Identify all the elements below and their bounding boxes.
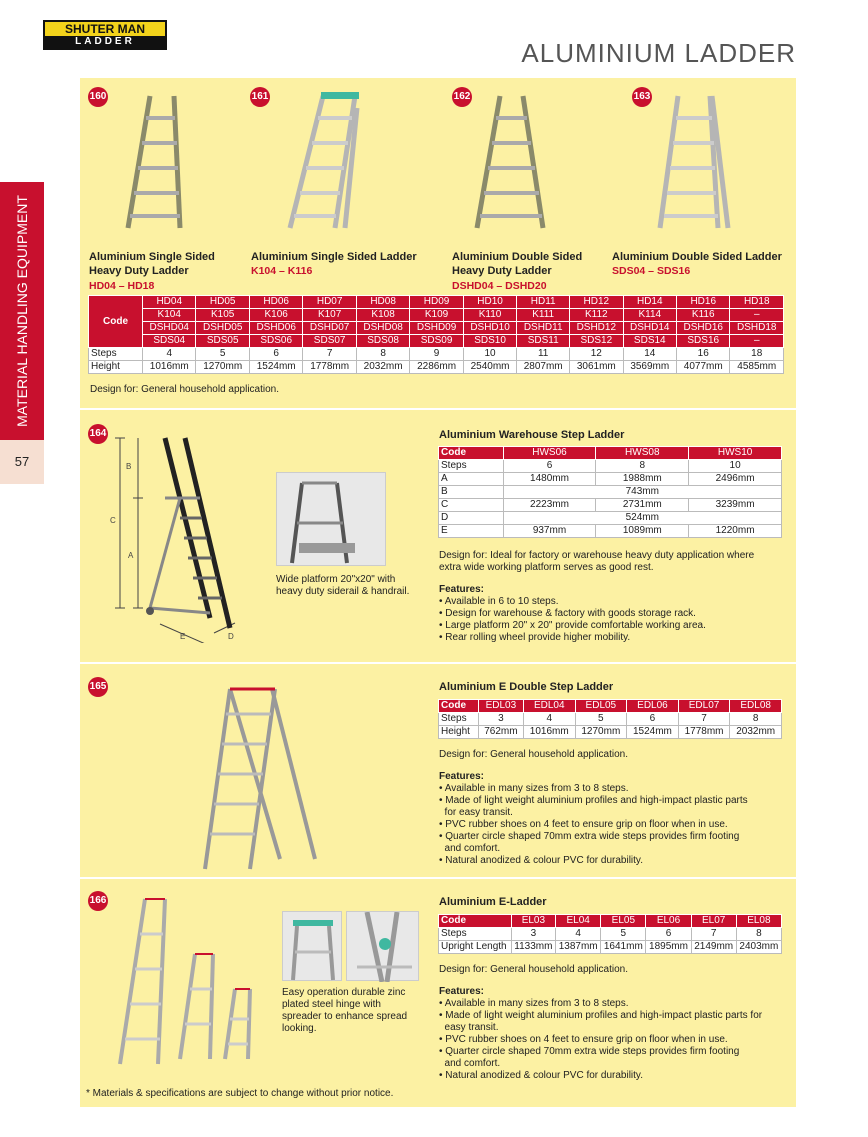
e-double-step-ladder-image: [200, 684, 320, 874]
dim-label-c: C: [110, 516, 116, 525]
table-cell: 1778mm: [303, 361, 356, 374]
table-cell: HD06: [249, 296, 302, 309]
table-cell: –: [730, 309, 784, 322]
table-row-header: Code: [89, 296, 143, 348]
table-column-header: EL07: [691, 915, 736, 928]
table-column-header: EL05: [601, 915, 646, 928]
table-cell: 7: [678, 713, 730, 726]
section-e-double-step: [80, 664, 796, 878]
table-cell: 8: [356, 348, 409, 361]
table-cell: SDS06: [249, 335, 302, 348]
page-title: ALUMINIUM LADDER: [521, 38, 796, 68]
item-badge: 162: [452, 87, 472, 107]
table-cell: 3569mm: [623, 361, 676, 374]
features-title: Features:: [439, 986, 485, 997]
table-cell: 5: [196, 348, 249, 361]
table-cell: 1387mm: [556, 941, 601, 954]
table-cell: DSHD07: [303, 322, 356, 335]
product-name: Aluminium Double Sided Heavy Duty Ladder: [452, 251, 583, 277]
table-row-header: A: [439, 473, 504, 486]
table-cell: 6: [249, 348, 302, 361]
hinge-photo-2: [346, 911, 419, 981]
features-list: [439, 596, 779, 644]
item-badge: 160: [88, 87, 108, 107]
feature-item: • Available in many sizes from 3 to 8 steps.: [439, 998, 629, 1009]
table-cell: 1016mm: [523, 726, 575, 739]
table-cell: SDS11: [517, 335, 570, 348]
table-cell: 10: [463, 348, 516, 361]
ladder-image-dshd: [465, 88, 555, 238]
feature-item: • Natural anodized & colour PVC for durability.: [439, 1070, 643, 1081]
table-column-header: EL03: [511, 915, 555, 928]
table-cell: 524mm: [503, 512, 781, 525]
table-cell: 18: [730, 348, 784, 361]
platform-caption: Wide platform 20"x20" with heavy duty siderail & handrail.: [276, 574, 410, 597]
feature-item: and comfort.: [439, 843, 501, 854]
product-codes: SDS04 – SDS16: [612, 265, 691, 277]
spec-table-el: [438, 914, 782, 954]
item-badge: 163: [632, 87, 652, 107]
section-title: Aluminium Warehouse Step Ladder: [439, 429, 625, 441]
table-cell: 16: [677, 348, 730, 361]
e-ladder-image: [100, 894, 270, 1074]
table-cell: SDS04: [143, 335, 196, 348]
table-cell: 9: [410, 348, 463, 361]
table-cell: 3061mm: [570, 361, 623, 374]
table-cell: DSHD16: [677, 322, 730, 335]
table-cell: 4: [556, 928, 601, 941]
table-cell: DSHD11: [517, 322, 570, 335]
table-cell: 1016mm: [143, 361, 196, 374]
table-row: [439, 499, 782, 512]
table-cell: HD16: [677, 296, 730, 309]
table-row: [439, 512, 782, 525]
product-name: Aluminium Single Sided Heavy Duty Ladder: [89, 251, 215, 277]
table-column-header: HWS08: [596, 447, 689, 460]
side-tab-label: MATERIAL HANDLING EQUIPMENT: [14, 195, 30, 427]
table-row-header: Steps: [439, 713, 479, 726]
table-cell: 4: [523, 713, 575, 726]
features-list: [439, 783, 784, 867]
table-cell: 1480mm: [503, 473, 596, 486]
table-cell: HD10: [463, 296, 516, 309]
product-name: Aluminium Single Sided Ladder: [251, 251, 417, 263]
table-cell: 762mm: [478, 726, 523, 739]
product-codes: HD04 – HD18: [89, 280, 155, 292]
feature-item: and comfort.: [439, 1058, 501, 1069]
table-cell: 2403mm: [736, 941, 781, 954]
table-column-header: Code: [439, 447, 504, 460]
hinge-photo-1: [282, 911, 342, 981]
design-note: Design for: General household application.: [439, 749, 629, 760]
table-row: [89, 335, 784, 348]
table-column-header: Code: [439, 915, 512, 928]
table-cell: HD11: [517, 296, 570, 309]
table-cell: SDS10: [463, 335, 516, 348]
table-cell: 6: [503, 460, 596, 473]
table-row: [89, 309, 784, 322]
table-cell: 2540mm: [463, 361, 516, 374]
table-cell: SDS07: [303, 335, 356, 348]
spec-table-edl: [438, 699, 782, 739]
section-title: Aluminium E Double Step Ladder: [439, 681, 614, 693]
table-cell: 14: [623, 348, 676, 361]
feature-item: • Rear rolling wheel provide higher mobility.: [439, 632, 631, 643]
dim-label-d: D: [228, 632, 234, 641]
table-cell: 2149mm: [691, 941, 736, 954]
feature-item: • Quarter circle shaped 70mm extra wide steps provides firm footing: [439, 831, 740, 842]
side-tab: [0, 182, 44, 440]
table-cell: K114: [623, 309, 676, 322]
table-cell: 743mm: [503, 486, 781, 499]
brand-logo-top: SHUTER MAN: [45, 22, 165, 36]
product-name: Aluminium Double Sided Ladder: [612, 251, 782, 263]
table-cell: 11: [517, 348, 570, 361]
table-row-header: E: [439, 525, 504, 538]
table-row-header: Upright Length: [439, 941, 512, 954]
feature-item: • Natural anodized & colour PVC for durability.: [439, 855, 643, 866]
table-cell: 8: [596, 460, 689, 473]
table-cell: K109: [410, 309, 463, 322]
table-header-row: [439, 447, 782, 460]
table-cell: HD05: [196, 296, 249, 309]
table-row: [89, 361, 784, 374]
table-row: [439, 713, 782, 726]
feature-item: easy transit.: [439, 1022, 499, 1033]
table-cell: DSHD05: [196, 322, 249, 335]
table-cell: 1270mm: [575, 726, 627, 739]
disclaimer: * Materials & specifications are subject to change without prior notice.: [86, 1088, 394, 1099]
table-cell: DSHD08: [356, 322, 409, 335]
feature-item: • Design for warehouse & factory with goods storage rack.: [439, 608, 696, 619]
item-badge: 164: [88, 424, 108, 444]
table-column-header: HWS10: [689, 447, 782, 460]
table-cell: 8: [736, 928, 781, 941]
table-cell: 1778mm: [678, 726, 730, 739]
table-cell: 6: [646, 928, 691, 941]
section-title: Aluminium E-Ladder: [439, 896, 547, 908]
feature-item: • Made of light weight aluminium profiles and high-impact plastic parts: [439, 795, 748, 806]
warehouse-ladder-diagram: [110, 428, 260, 643]
table-cell: 2032mm: [356, 361, 409, 374]
table-row: [89, 322, 784, 335]
table-cell: 3: [478, 713, 523, 726]
table-cell: 5: [575, 713, 627, 726]
table-cell: DSHD14: [623, 322, 676, 335]
table-column-header: HWS06: [503, 447, 596, 460]
table-cell: SDS16: [677, 335, 730, 348]
table-row: [439, 928, 782, 941]
table-cell: 5: [601, 928, 646, 941]
ladder-image-hd: [110, 88, 200, 238]
table-row: [89, 348, 784, 361]
table-cell: 3: [511, 928, 555, 941]
section-single-double-ladders: [80, 78, 796, 409]
table-cell: 1641mm: [601, 941, 646, 954]
table-cell: K105: [196, 309, 249, 322]
table-row: [439, 525, 782, 538]
table-cell: 10: [689, 460, 782, 473]
table-cell: DSHD12: [570, 322, 623, 335]
table-cell: 7: [303, 348, 356, 361]
table-row: [439, 941, 782, 954]
table-cell: 1270mm: [196, 361, 249, 374]
table-cell: HD04: [143, 296, 196, 309]
item-badge: 166: [88, 891, 108, 911]
table-row: [439, 486, 782, 499]
spec-table-warehouse: [438, 446, 782, 538]
features-title: Features:: [439, 771, 485, 782]
table-cell: SDS08: [356, 335, 409, 348]
brand-logo-bottom: LADDER: [75, 36, 135, 47]
dim-label-e: E: [180, 632, 186, 641]
brand-logo: [43, 20, 167, 50]
table-row-header: Steps: [439, 460, 504, 473]
table-cell: SDS05: [196, 335, 249, 348]
feature-item: • Available in many sizes from 3 to 8 steps.: [439, 783, 629, 794]
table-cell: 2223mm: [503, 499, 596, 512]
feature-item: • Large platform 20" x 20" provide comfortable working area.: [439, 620, 706, 631]
table-header-row: [439, 700, 782, 713]
product-codes: DSHD04 – DSHD20: [452, 280, 547, 292]
design-note: Design for: General household application.: [90, 384, 280, 395]
table-cell: 2807mm: [517, 361, 570, 374]
section-e-ladder: [80, 879, 796, 1108]
table-column-header: EDL05: [575, 700, 627, 713]
platform-photo: [276, 472, 386, 566]
table-cell: 2286mm: [410, 361, 463, 374]
table-cell: DSHD06: [249, 322, 302, 335]
table-cell: 1220mm: [689, 525, 782, 538]
table-row-header: C: [439, 499, 504, 512]
table-column-header: EL06: [646, 915, 691, 928]
item-badge: 165: [88, 677, 108, 697]
spec-table-main: [88, 295, 784, 374]
feature-item: • PVC rubber shoes on 4 feet to ensure grip on floor when in use.: [439, 819, 728, 830]
table-cell: 12: [570, 348, 623, 361]
table-cell: K108: [356, 309, 409, 322]
table-column-header: EL08: [736, 915, 781, 928]
table-cell: 937mm: [503, 525, 596, 538]
table-column-header: EL04: [556, 915, 601, 928]
table-cell: K106: [249, 309, 302, 322]
table-cell: 2496mm: [689, 473, 782, 486]
table-cell: 3239mm: [689, 499, 782, 512]
table-cell: SDS14: [623, 335, 676, 348]
feature-item: • Quarter circle shaped 70mm extra wide steps provides firm footing: [439, 1046, 740, 1057]
table-cell: 1089mm: [596, 525, 689, 538]
table-column-header: EDL07: [678, 700, 730, 713]
table-cell: 2731mm: [596, 499, 689, 512]
table-row-header: Steps: [89, 348, 143, 361]
table-column-header: EDL06: [627, 700, 679, 713]
feature-item: • PVC rubber shoes on 4 feet to ensure grip on floor when in use.: [439, 1034, 728, 1045]
table-cell: 4077mm: [677, 361, 730, 374]
item-badge: 161: [250, 87, 270, 107]
table-column-header: EDL04: [523, 700, 575, 713]
table-cell: 1988mm: [596, 473, 689, 486]
dim-label-a: A: [128, 551, 134, 560]
table-cell: 4: [143, 348, 196, 361]
features-list: [439, 998, 784, 1082]
table-row: [439, 473, 782, 486]
dim-label-b: B: [126, 462, 132, 471]
ladder-image-k: [275, 88, 375, 238]
table-column-header: EDL08: [730, 700, 782, 713]
table-cell: K112: [570, 309, 623, 322]
hinge-caption: Easy operation durable zinc plated steel hinge with spreader to enhance spread looking.: [282, 987, 408, 1034]
table-row: [439, 460, 782, 473]
table-column-header: EDL03: [478, 700, 523, 713]
table-row-header: Steps: [439, 928, 512, 941]
table-cell: HD07: [303, 296, 356, 309]
section-warehouse-ladder: [80, 410, 796, 663]
table-cell: K104: [143, 309, 196, 322]
features-title: Features:: [439, 584, 485, 595]
table-cell: HD14: [623, 296, 676, 309]
product-codes: K104 – K116: [251, 265, 313, 277]
table-cell: 7: [691, 928, 736, 941]
table-column-header: Code: [439, 700, 479, 713]
feature-item: for easy transit.: [439, 807, 513, 818]
table-cell: DSHD09: [410, 322, 463, 335]
design-note: Design for: Ideal for factory or warehouse heavy duty application where extra wide working platform serves as good rest.: [439, 550, 755, 573]
table-cell: 1524mm: [249, 361, 302, 374]
design-note: Design for: General household application.: [439, 964, 629, 975]
table-cell: 6: [627, 713, 679, 726]
table-cell: K107: [303, 309, 356, 322]
table-cell: DSHD04: [143, 322, 196, 335]
table-row-header: B: [439, 486, 504, 499]
table-cell: HD09: [410, 296, 463, 309]
table-header-row: [439, 915, 782, 928]
table-row: [439, 726, 782, 739]
table-cell: 1524mm: [627, 726, 679, 739]
feature-item: • Made of light weight aluminium profiles and high-impact plastic parts for: [439, 1010, 763, 1021]
table-row-header: Height: [439, 726, 479, 739]
table-row-header: D: [439, 512, 504, 525]
page-number: 57: [0, 440, 44, 484]
ladder-image-sds: [650, 88, 740, 238]
table-cell: 4585mm: [730, 361, 784, 374]
table-cell: K111: [517, 309, 570, 322]
feature-item: • Available in 6 to 10 steps.: [439, 596, 559, 607]
table-cell: HD18: [730, 296, 784, 309]
table-cell: K116: [677, 309, 730, 322]
table-cell: 1895mm: [646, 941, 691, 954]
table-cell: SDS12: [570, 335, 623, 348]
table-cell: –: [730, 335, 784, 348]
table-cell: DSHD18: [730, 322, 784, 335]
table-cell: DSHD10: [463, 322, 516, 335]
table-cell: K110: [463, 309, 516, 322]
table-row-header: Height: [89, 361, 143, 374]
table-cell: 1133mm: [511, 941, 555, 954]
table-cell: 8: [730, 713, 782, 726]
table-cell: 2032mm: [730, 726, 782, 739]
table-cell: HD08: [356, 296, 409, 309]
table-cell: HD12: [570, 296, 623, 309]
table-row: [89, 296, 784, 309]
table-cell: SDS09: [410, 335, 463, 348]
